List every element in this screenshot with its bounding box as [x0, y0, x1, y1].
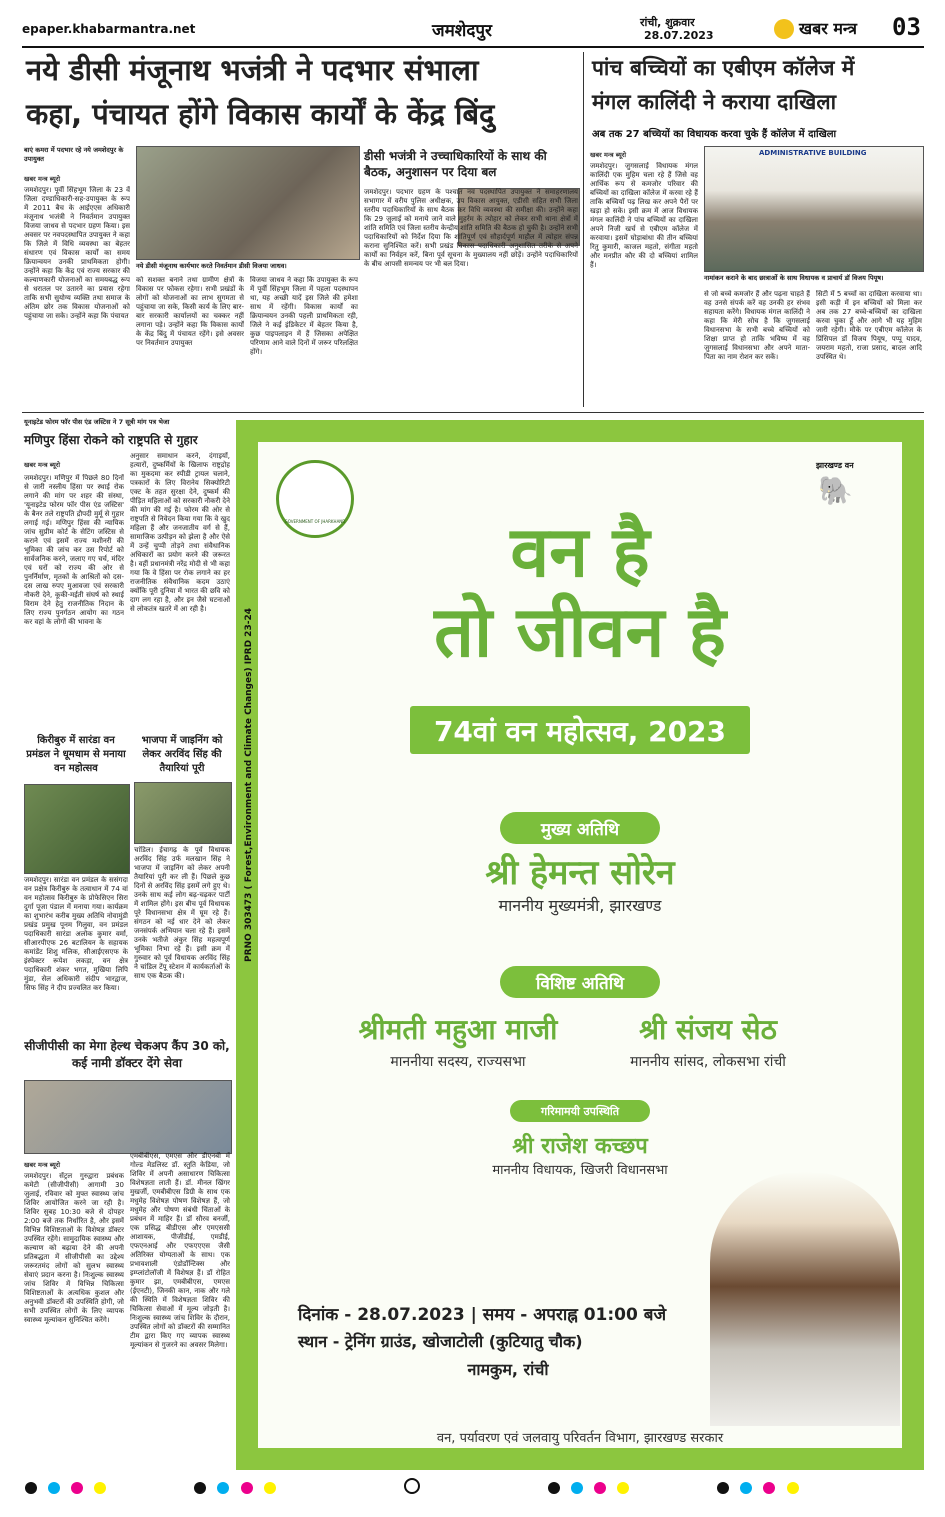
forest-advertisement — [236, 420, 924, 1470]
abm-photo-caption: नामांकन कराने के बाद छात्राओं के साथ विधायक व प्राचार्य डॉ विजय पियूष। — [704, 274, 884, 282]
forest-logo-text: झारखण्ड वन — [816, 461, 854, 470]
ad-banner — [410, 706, 750, 754]
presence-role: माननीय विधायक, खिजरी विधानसभा — [492, 1163, 668, 1178]
reg-dot — [617, 1482, 629, 1494]
dc-handover-photo — [136, 146, 360, 260]
cgpc-byline: खबर मन्त्र ब्यूरो — [24, 1161, 61, 1169]
ad-banner-text: 74वां वन महोत्सव, 2023 — [433, 715, 727, 748]
brand-name: खबर मन्त्र — [799, 19, 857, 38]
kiriburu-body: जमशेदपुर। सारंडा वन प्रमंडल के ससंगदा वन प्रक्षेत्र किरीबुरु के तत्वाधान में 74 वां वन महोत्सव किरीबुरु के प्रोफेसिएन सिरा दुर्गा पूजा पंडाल में मनाया गया। कार्यक्रम का शुभारंभ करीब मुख्य अतिथि नोवामुंडी प्रखंड प्रमुख पूनम गिलुवा, वन प्रमंडल पदाधिकारी सारंडा अलोक कुमार वर्मा, सीआरपीएफ 26 बटालियन के सहायक कमांडेंट शिशु मलिक, सीआईएसएफ के इंस्पेक्टर रूपेश लकड़ा, वन क्षेत्र पदाधिकारी शंकर भगत, मुखिया लिपि मुंडा, सेल अधिकारी संदीप भारद्वाज, सिफ सिंह ने दीप प्रज्वलित कर किया। — [24, 876, 128, 992]
dc-photo-caption: नये डीसी मंजूनाथ कार्यभार करते निवर्तमान डीसी विजया जाधव। — [136, 262, 287, 270]
chief-guest-label — [500, 812, 660, 844]
abm-photo — [704, 146, 924, 272]
lead-kicker: बाएं कमरा में पदभार रहे नये जमशेदपुर के उपायुक्त — [24, 146, 124, 163]
reg-dot — [217, 1482, 229, 1494]
abm-col-1: जमशेदपुर। जुगसलाई विधायक मंगल कालिंदी एक मुहिम चला रहे हैं जिसे वह आर्थिक रूप से कमजोर परिवार की बच्चियों का दाखिला कॉलेज में करवा रहे हैं ताकि बच्चियाँ पढ़ लिख कर अपने पैरों पर खड़ा हो सके। इसी क्रम में आज विधायक मंगल कालिंदी ने पांच बच्चियों का दाखिला अपने निजी खर्च से एबीएम कॉलेज में करवाया। इसमें घोड़ाबांधा की तीन बच्चियां रितु कुमारी, काजल महतो, संगीता महतो और मनप्रीत कौर की दो बच्चियां शामिल हैं। — [590, 162, 698, 269]
ad-vertical-text: PRNO 303473 ( Forest,Environment and Climate Changes) IPRD 23-24 — [244, 608, 254, 962]
page-number: 03 — [892, 13, 921, 41]
kiriburu-headline: किरीबुरु में सारंडा वन प्रमंडल ने धूमधाम से मनाया वन महोत्सव — [26, 735, 126, 774]
reg-dot — [594, 1482, 606, 1494]
elephant-icon: 🐘 — [818, 474, 853, 507]
abm-headline-1: पांच बच्चियों का एबीएम कॉलेज में — [592, 56, 855, 80]
reg-dot — [25, 1482, 37, 1494]
seal-text: GOVERNMENT OF JHARKHAND — [284, 519, 346, 524]
abm-headline-2: मंगल कालिंदी ने कराया दाखिला — [592, 90, 837, 114]
dc-meeting-headline: डीसी भजंत्री ने उच्चाधिकारियों के साथ की बैठक, अनुशासन पर दिया बल — [364, 149, 547, 179]
reg-dot — [241, 1482, 253, 1494]
special-guest-1-role: माननीया सदस्य, राज्यसभा — [390, 1054, 526, 1070]
reg-dot — [48, 1482, 60, 1494]
bjp-headline: भाजपा में जाइनिंग को लेकर अरविंद सिंह की तैयारियां पूरी — [141, 735, 223, 774]
manipur-col-1: जमशेदपुर। मणिपुर में पिछले 80 दिनों से जारी नस्लीय हिंसा पर स्थाई रोक लगाने की मांग पर शहर की संस्था, 'यूनाइटेड फोरम फॉर पीस एंड जस्टिस' के बैनर तले राष्ट्रपति द्रौपदी मुर्मू से गुहार लगाई गई। मणिपुर हिंसा की न्यायिक जांच सुप्रीम कोर्ट के सेटिंग जस्टिस से कराने एवं इसमें राज्य मशीनरी की भूमिका की जांच कर उस रिपोर्ट को सार्वजनिक करने, जलाए गए चर्च, मंदिर एवं घरों को राज्य की ओर से पुनर्निर्माण, मृतकों के आश्रितों को दस-दस लाख रुपए मुआवजा एवं सरकारी नौकरी देने, कूकी-मईती संघर्ष को स्थाई विराम देने हेतु राजनीतिक निदान के लिए राज्य पुनर्गठन आयोग का गठन कर वहां के लोगों की भावना के — [24, 474, 124, 626]
lead-col-3: विजया जाधव ने कहा कि उपायुक्त के रूप में पूर्वी सिंहभूम जिला में पहला पदस्थापन था, यह अच्छी यादें इस जिले की हमेशा साथ में रहेंगी। विकास कार्यों का क्रियान्वयन उनकी पहली प्राथमिकता रही, जिले ने कई इंडिकेटर में बेहतर किया है, कुछ पाइपलाइन में हैं जिसका अपेक्षित परिणाम आने वाले दिनों में जरूर परिलक्षित होंगे। — [250, 276, 358, 356]
reg-dot — [740, 1482, 752, 1494]
reg-dot — [717, 1482, 729, 1494]
lead-col-2: को सशक्त बनाने तथा ग्रामीण क्षेत्रों के विकास पर फोकस रहेगा। सभी प्रखंडों के लोगों को योजनाओं का लाभ सुगमता से पहुंचाया जा सके, किसी कार्य के लिए बार-बार सरकारी कार्यालयों का चक्कर नहीं लगाना पड़े। उन्होंने कहा कि विकास कार्यों के केंद्र बिंदु में पंचायत रहेंगे। इसे अवसर पर निवर्तमान उपायुक्त — [136, 276, 244, 347]
bjp-photo — [134, 782, 232, 844]
manipur-headline: मणिपुर हिंसा रोकने को राष्ट्रपति से गुहार — [24, 433, 198, 447]
reg-dot — [787, 1482, 799, 1494]
abm-building-sign: ADMINISTRATIVE BUILDING — [759, 149, 867, 157]
lead-col-1: जमशेदपुर। पूर्वी सिंहभूम जिला के 23 वें जिला दण्डाधिकारी-सह-उपायुक्त के रूप में 2011 बैच के आईएएस अधिकारी मंजूनाथ भजंत्री ने निवर्तमान उपायुक्त विजया जाधव से पदभार ग्रहण किया। इस अवसर पर नवपदस्थापित उपायुक्त ने कहा कि जिले में विधि व्यवस्था का बेहतर संधारण एवं विकास कार्यों का समय क्रियान्वयन उनकी प्राथमिकता होगी। उन्होंने कहा कि केंद्र एवं राज्य सरकार की कल्याणकारी योजनाओं का समयबद्ध रूप से धरातल पर उतारने का प्रयास रहेगा ताकि सभी सुयोग्य व्यक्ति तथा समाज के अंतिम छोर तक विकास योजनाओं को पहुंचाया जा सके। उन्होंने कहा कि पंचायत — [24, 186, 130, 320]
cgpc-photo — [24, 1080, 232, 1154]
cgpc-col-2: एमबीबीएस, एमएस और डीएनबी में गोल्ड मेडलिस्ट डॉ. स्तुति केडिया, जो शिविर में अपनी असाधारण चिकित्सा विशेषज्ञता लाती हैं। डॉ. मीनल खिंगर मुखर्जी, एमबीबीएस डिग्री के साथ एक मधुमेह विशेषज्ञ पोषण विशेषज्ञ हैं, जो मधुमेह और पोषण संबंधी चिंताओं के प्रबंधन में माहिर हैं। डॉ सौरव बनर्जी, एक प्रसिद्ध बीडीएस और एमएससी आशायक, पीजीडीई, एमडीई, एफएनआई और एफएएएस जैसी अतिरिक्त योग्यताओं के साथ। एक प्रभावशाली एंडोडॉन्टिक्स और इम्प्लांटोलॉजी में विशेषज्ञ हैं। डॉ रोहित कुमार झा, एमबीबीएस, एमएस (ईएनटी), जिनकी कान, नाक और गले की स्थिति में विशेषज्ञता शिविर की चिकित्सा सेवाओं में मूल्य जोड़ती है। निःशुल्क स्वास्थ्य जांच शिविर के दौरान, उपस्थित लोगों को डॉक्टरों की सम्मानित टीम द्वारा किए गए व्यापक स्वास्थ्य मूल्यांकन से गुजरने का अवसर मिलेगा। — [130, 1152, 230, 1349]
event-venue-2: नामकुम, रांची — [467, 1360, 549, 1379]
event-venue: स्थान - ट्रेनिंग ग्राउंड, खोजाटोली (कुटियातु चौक) — [298, 1332, 583, 1351]
presence-label — [510, 1100, 650, 1122]
cgpc-col-1: जमशेदपुर। सेंट्रल गुरुद्वारा प्रबंधक कमेटी (सीजीपीसी) आगामी 30 जुलाई, रविवार को मुफ्त स्वास्थ्य जांच शिविर आयोजित करने जा रही है। शिविर सुबह 10:30 बजे से दोपहर 2:00 बजे तक निर्धारित है, और इसमें विभिन्न विशिष्टताओं के विशेषज्ञ डॉक्टर उपस्थित रहेंगे। सामुदायिक स्वास्थ्य और कल्याण को बढ़ावा देने की अपनी प्रतिबद्धता में सीजीपीसी का उद्देश्य जरूरतमंद लोगों को सुलभ स्वास्थ्य सेवाएं प्रदान करना है। निःशुल्क स्वास्थ्य जांच शिविर में विभिन्न चिकित्सा विशिष्टताओं के अत्यधिक कुशल और अनुभवी डॉक्टरों की उपस्थिति होगी, जो सभी उपस्थित लोगों के लिए व्यापक स्वास्थ्य मूल्यांकन सुनिश्चित करेंगे। — [24, 1172, 124, 1324]
bjp-body: चांडिल। ईचागढ़ के पूर्व विधायक अरविंद सिंह उर्फ मलखान सिंह ने भाजपा में जाइनिंग को लेकर अपनी तैयारियां पूरी कर ली हैं। पिछले कुछ दिनों से अरविंद सिंह इसमें लगे हुए थे। उनके साथ कई लोग बढ़-चढ़कर पार्टी में शामिल होंगे। इस बीच पूर्व विधायक पूरे विधानसभा क्षेत्र में घूम रहे हैं। संगठन को नई धार देने को लेकर जनसंपर्क अभियान चला रहे हैं। इसमें उनके भतीजे अंकुर सिंह महत्वपूर्ण भूमिका निभा रहे हैं। इसी क्रम में गुरुवार को पूर्व विधायक अरविंद सिंह ने चांडिल टेंपू स्टेशन में कार्यकर्ताओं के साथ एक बैठक की। — [134, 846, 230, 980]
lead-headline-1: नये डीसी मंजूनाथ भजंत्री ने पदभार संभाला — [26, 53, 479, 87]
special-guest-2-role: माननीय सांसद, लोकसभा रांची — [630, 1054, 786, 1070]
manipur-kicker: यूनाइटेड फोरम फॉर पीस एंड जस्टिस ने 7 सूत्री मांग पत्र भेजा — [24, 418, 170, 426]
chief-guest-label-text: मुख्य अतिथि — [540, 820, 620, 840]
abm-subheadline: अब तक 27 बच्चियों का विधायक करवा चुके हैं कॉलेज में दाखिला — [592, 129, 837, 140]
kiriburu-photo — [24, 784, 130, 874]
city-label: जमशेदपुर — [432, 21, 492, 41]
divider-vertical — [583, 52, 584, 407]
issue-date: 28.07.2023 — [644, 29, 714, 42]
ad-title-1: वन है — [510, 511, 650, 593]
brand-logo-icon — [774, 19, 794, 39]
lead-headline-2: कहा, पंचायत होंगे विकास कार्यों के केंद्र बिंदु — [26, 97, 495, 131]
chief-guest-name: श्री हेमन्त सोरेन — [485, 853, 675, 893]
reg-dot — [548, 1482, 560, 1494]
chief-minister-portrait — [710, 1172, 900, 1426]
ad-inner — [244, 442, 902, 1448]
special-guest-1-name: श्रीमती महुआ माजी — [358, 1013, 558, 1046]
registration-strip — [22, 1478, 924, 1498]
special-guest-label — [500, 966, 660, 998]
ad-title-2: तो जीवन है — [434, 591, 726, 673]
cgpc-headline: सीजीपीसी का मेगा हेल्थ चेकअप कैंप 30 को, कई नामी डॉक्टर देंगे सेवा — [24, 1039, 230, 1070]
place-day: रांची, शुक्रवार — [640, 16, 695, 29]
abm-byline: खबर मन्त्र ब्यूरो — [590, 151, 627, 159]
manipur-byline: खबर मन्त्र ब्यूरो — [24, 461, 61, 469]
special-guest-2-name: श्री संजय सेठ — [639, 1013, 777, 1046]
ad-footer: वन, पर्यावरण एवं जलवायु परिवर्तन विभाग, झारखण्ड सरकार — [436, 1431, 724, 1446]
presence-label-text: गरिमामयी उपस्थिति — [541, 1105, 619, 1118]
event-date-time: दिनांक - 28.07.2023 | समय - अपराह्न 01:00 बजे — [298, 1305, 667, 1325]
divider-horizontal — [22, 412, 924, 413]
chief-guest-role: माननीय मुख्यमंत्री, झारखण्ड — [498, 896, 662, 915]
site-url[interactable]: epaper.khabarmantra.net — [22, 22, 196, 36]
reg-dot — [94, 1482, 106, 1494]
special-guest-label-text: विशिष्ट अतिथि — [535, 974, 624, 994]
reg-dot — [571, 1482, 583, 1494]
reg-dot — [763, 1482, 775, 1494]
dc-meeting-body: जमशेदपुर। पदभार ग्रहण के पश्चात नव पदस्थापित उपायुक्त ने समाहरणालय सभागार में वरीय पुलिस अधीक्षक, उप विकास आयुक्त, एडीसी सहित सभी जिला स्तरीय पदाधिकारियों के साथ बैठक कर विधि व्यवस्था की समीक्षा की। उन्होंने कहा कि 29 जुलाई को मनाये जाने वाले मुहर्रम के त्योहार को लेकर सभी थाना क्षेत्रों में शांति समिति एवं जिला स्तरीय केन्द्रीय शांति समिति की बैठक हो चुकी है। उन्होंने सभी पदाधिकारियों को निर्देश दिया कि शांतिपूर्ण एवं सौहार्दपूर्ण माहौल में त्योहार संपन्न कराना सुनिश्चित करें। सभी प्रखंड विकास पदाधिकारी अनुशासित तरीके से अपने कार्यों का निर्वहन करें, बिना पूर्व सूचना के मुख्यालय नहीं छोड़ें। उन्होंने पदाधिकारियों के बीच आपसी समन्वय पर भी बल दिया। — [364, 188, 578, 268]
abm-col-2: से जो बच्चे कमजोर हैं और पढ़ना चाहते हैं वह उनसे संपर्क करें वह उनकी हर संभव सहायता करेंगे। विधायक मंगल कालिंदी ने कहा कि मेरी सोच है कि जुगसलाई विधानसभा के सभी बच्चे बच्चियों को शिक्षा प्राप्त हो ताकि भविष्य में वह जुगसलाई विधानसभा और अपने माता-पिता का नाम रोशन कर सकें। — [704, 290, 810, 361]
reg-dot — [264, 1482, 276, 1494]
masthead — [22, 14, 924, 48]
abm-col-3: सिटी में 5 बच्चों का दाखिला करवाया था। इसी कड़ी में इन बच्चियों को मिला कर अब तक 27 बच्चे-बच्चियों का दाखिला करवा चुका हूँ और आगे भी यह मुहिम जारी रहेगी। मौके पर एबीएम कॉलेज के प्रिंसिपल डॉ विजय पियूष, पप्पू यादव, जयराम महतो, राजा प्रसाद, बादल आदि उपस्थित थे। — [816, 290, 922, 361]
reg-dot — [194, 1482, 206, 1494]
manipur-col-2: अनुसार समाधान करने, दंगाइयों, हत्यारों, दुष्कर्मियों के खिलाफ राष्ट्रद्रोह का मुकदमा कर स्पीडी ट्रायल चलाने, पत्रकारों के लिए विरानेय सिक्योरिटी एक्ट के तहत सुरक्षा देने, दुष्कर्म की पीड़ित महिलाओं को सरकारी नौकरी देने की मांग की गई है। फोरम की ओर से राष्ट्रपति से निवेदन किया गया कि वे खुद महिला हैं और जनजातीय वर्ग से हैं, सामाजिक उत्पीड़न को झेला है और ऐसे में उन्हें चुप्पी तोड़ने तथा संवैधानिक अधिकारों का प्रयोग करने की जरूरत है। वहीं प्रधानमंत्री नरेंद्र मोदी से भी कहा गया कि वे हिंसा पर रोक लगाने का हर राजनीतिक संवैधानिक कदम उठाएं क्योंकि पूरी दुनिया में भारत की छवि को दाग लग रहा है, और इन जैसे घटनाओं से लोकतंत्र खतरे में आ रही है। — [130, 452, 230, 613]
reg-dot — [71, 1482, 83, 1494]
presence-name: श्री राजेश कच्छप — [512, 1134, 648, 1159]
lead-byline: खबर मन्त्र ब्यूरो — [24, 175, 61, 183]
register-mark-icon — [404, 1478, 420, 1494]
